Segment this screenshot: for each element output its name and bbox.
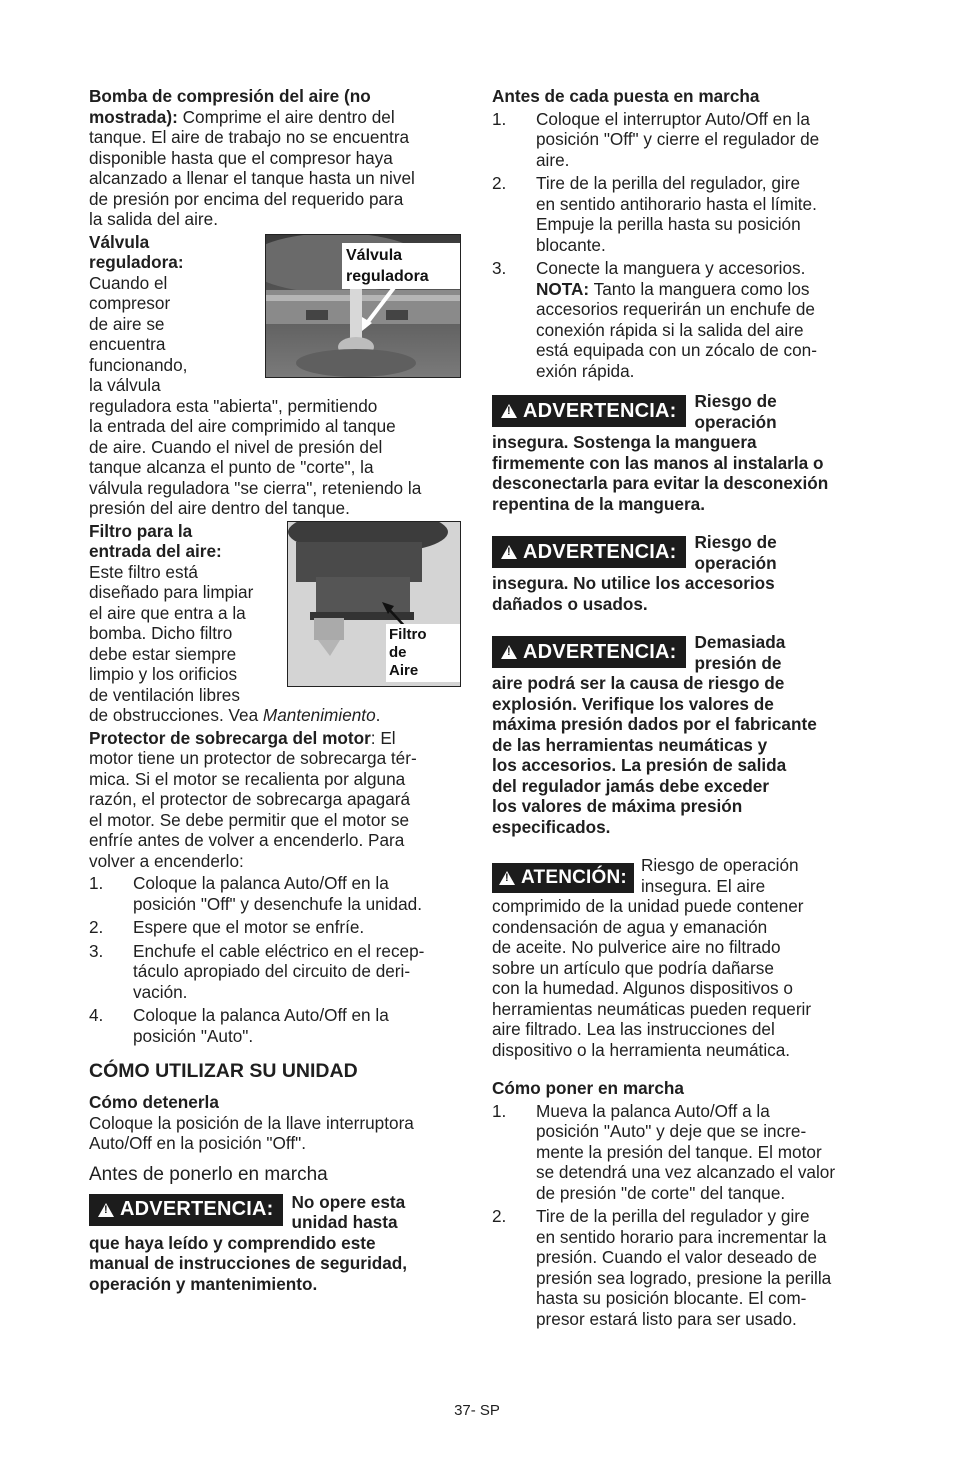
list-item: 2. Tire de la perilla del regulador, gire en sentido antihorario hasta el límite. Empuje la perilla hasta su posición blocante.	[492, 173, 817, 255]
regulator-valve-photo	[265, 234, 461, 378]
left-column: Bomba de compresión del aire (no mostrada): Comprime el aire dentro del tanque. El aire de trabajo no se encuentra disponible hasta que el compresor haya alcanzado a llenar el tanque hasta un nivel de presión por encima del requerido para la salida del aire. Válvula reguladora Válvula reguladora: Cuando el compresor de aire se encuentra funcionando, la válvula reguladora esta "abierta", permitiendo la entrada del aire comprimido al tanque de aire. Cuando el nivel de presión del tanque alcanza el punto de "corte", la válvula reguladora "se cierra", reteniendo la presión del aire dentro del tanque. Filtro de Aire Filtro para la entrada del aire: Este filtro está diseñado para limpiar el aire que entra a la bomba. Dicho filtro debe estar siempre limpio y los orificios de ventilación libres de obstrucciones. Vea Mantenimiento. Protector de sobrecarga del motor: El motor tiene un protector de sobrecarga tér- mica. Si el motor se recalienta por alguna razón, el protector de sobrecarga apagará el motor. Se debe permitir que el motor se enfríe antes de volver a encenderlo. Para volver a encenderlo: 1. Coloque la palanca Auto/Off en la posición "Off" y desenchufe la unidad. 2. Espere que el motor se enfríe. 3. Enchufe el cable eléctrico en el recep- táculo apropiado del circuito de deri- vación. 4. Coloque la palanca Auto/Off en la posición "Auto". CÓMO UTILIZAR SU UNIDAD Cómo detenerla Coloque la posición de la llave interruptora Auto/Off en la posición "Off". Antes de ponerlo en marcha ! ADVERTENCIA: No opere esta unidad hasta que haya leído y comprendido este manual de instrucciones de seguridad, operación y mantenimiento.	[89, 86, 461, 1294]
air-filter-paragraph: Filtro de Aire Filtro para la entrada del aire: Este filtro está diseñado para limpiar el aire que entra a la bomba. Dicho filtro debe estar siempre limpio y los orificios de ventilación libres de obstrucciones. Vea Mantenimiento.	[89, 521, 461, 726]
motor-restart-steps	[89, 873, 461, 1046]
warning-block: ! ADVERTENCIA: No opere esta unidad hasta que haya leído y comprendido este manual de instrucciones de seguridad, operación y mantenimiento.	[89, 1192, 461, 1295]
list-item: 3. Enchufe el cable eléctrico en el recep- táculo apropiado del circuito de deri- vación.	[89, 940, 425, 1002]
start-title: Cómo poner en marcha	[492, 1078, 684, 1098]
warning-icon	[501, 645, 517, 659]
warning-accessories: ! ADVERTENCIA: Riesgo de operación insegura. No utilice los accesorios dañados o usados.	[492, 532, 870, 614]
list-item: 2. Espere que el motor se enfríe.	[89, 917, 365, 937]
list-item: 1. Coloque el interruptor Auto/Off en la posición "Off" y cierre el regulador de aire.	[492, 108, 820, 170]
list-item: 1. Mueva la palanca Auto/Off a la posición "Auto" y deje que se incre- mente la presión del tanque. El motor se detendrá una vez alcanzado el valor de presión "de corte" del tanque.	[492, 1100, 836, 1203]
maintenance-reference: Mantenimiento	[262, 705, 376, 725]
before-start-title: Antes de ponerlo en marcha	[89, 1163, 328, 1185]
regulator-valve-label: Válvula reguladora	[342, 243, 460, 289]
page-number: 37- SP	[454, 1402, 500, 1419]
section-title: CÓMO UTILIZAR SU UNIDAD	[89, 1060, 358, 1082]
warning-hose: ! ADVERTENCIA: Riesgo de operación insegura. Sostenga la manguera firmemente con las manos al instalarla o desconectarla para evitar la desconexión repentina de la manguera.	[492, 391, 870, 514]
caution-badge: ! ATENCIÓN:	[492, 863, 634, 893]
list-item: 2. Tire de la perilla del regulador y gire en sentido horario para incrementar la presión. Cuando el valor deseado de presión sea logrado, presione la perilla hasta su posición blocante. El com- presor estará listo para ser usado.	[492, 1206, 832, 1329]
warning-badge: ! ADVERTENCIA:	[492, 636, 686, 668]
before-each-steps	[492, 109, 870, 382]
caution-block: ! ATENCIÓN: Riesgo de operación insegura. El aire comprimido de la unidad puede contener condensación de agua y emanación de aceite. No pulverice aire no filtrado sobre un artículo que podría dañarse con la humedad. Algunos dispositivos o herramientas neumáticas pueden requerir aire filtrado. Lea las instrucciones del dispositivo o la herramienta neumática.	[492, 855, 870, 1060]
pump-paragraph: Bomba de compresión del aire (no mostrada): Comprime el aire dentro del tanque. El aire de trabajo no se encuentra disponible hasta que el compresor haya alcanzado a llenar el tanque hasta un nivel de presión por encima del requerido para la salida del aire.	[89, 86, 415, 229]
regulator-valve-paragraph: Válvula reguladora Válvula reguladora: Cuando el compresor de aire se encuentra funcionando, la válvula reguladora esta "abierta", permitiendo la entrada del aire comprimido al tanque de aire. Cuando el nivel de presión del tanque alcanza el punto de "corte", la válvula reguladora "se cierra", reteniendo la presión del aire dentro del tanque.	[89, 232, 461, 519]
before-each-start-title: Antes de cada puesta en marcha	[492, 86, 760, 106]
list-item: 1. Coloque la palanca Auto/Off en la posición "Off" y desenchufe la unidad.	[89, 873, 422, 914]
warning-icon	[501, 545, 517, 559]
air-filter-label: Filtro de Aire	[386, 624, 460, 682]
list-item: 3. Conecte la manguera y accesorios. NOTA: Tanto la manguera como los accesorios requerirán un enchufe de conexión rápida si la salida del aire está equipada con un zócalo de con- exión rápida.	[492, 258, 817, 381]
warning-pressure: ! ADVERTENCIA: Demasiada presión de aire podrá ser la causa de riesgo de explosión. Verifique los valores de máxima presión dados por el fabricante de las herramientas neumáticas y los accesorios. La presión de salida del regulador jamás debe exceder los valores de máxima presión especificados.	[492, 632, 870, 837]
warning-icon	[499, 871, 515, 885]
motor-overload-paragraph: Protector de sobrecarga del motor: El motor tiene un protector de sobrecarga tér- mica. Si el motor se recalienta por alguna razón, el protector de sobrecarga apagará el motor. Se debe permitir que el motor se enfríe antes de volver a encenderlo. Para volver a encenderlo:	[89, 727, 417, 871]
list-item: 4. Coloque la palanca Auto/Off en la posición "Auto".	[89, 1005, 389, 1046]
warning-badge: ! ADVERTENCIA:	[492, 536, 686, 568]
stop-title: Cómo detenerla	[89, 1092, 219, 1112]
warning-badge: ! ADVERTENCIA:	[492, 395, 686, 427]
start-steps	[492, 1101, 870, 1330]
warning-badge: ! ADVERTENCIA:	[89, 1194, 283, 1226]
warning-icon	[98, 1203, 114, 1217]
right-column	[492, 86, 870, 1329]
air-filter-photo	[287, 521, 461, 687]
warning-icon	[501, 404, 517, 418]
